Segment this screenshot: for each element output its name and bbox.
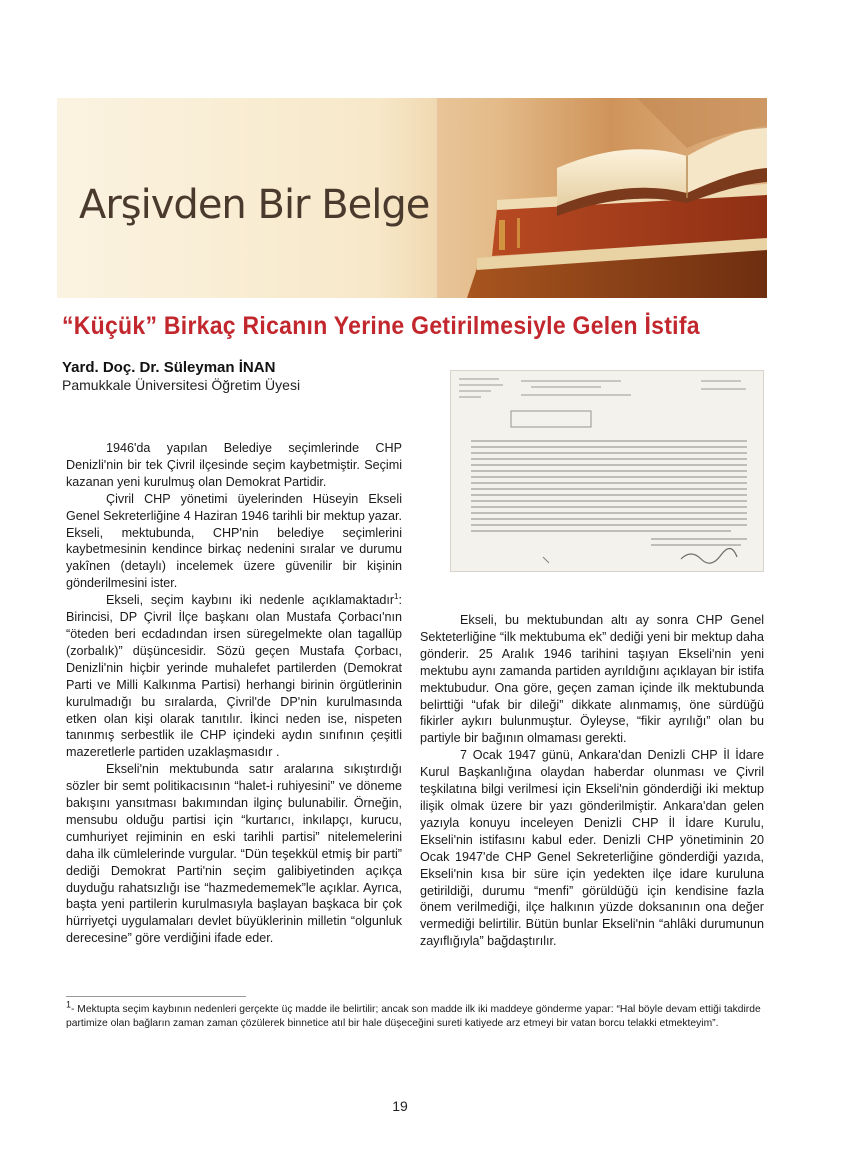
page-number: 19 xyxy=(392,1098,408,1114)
paragraph: Ekseli, seçim kaybını iki nedenle açıklamaktadır$^1$: Birincisi, DP Çivril İlçe başkanı olan Mustafa Çorbacı'nın “öteden beri ecdadından irsen süregelmekte olan tagallüp (zorbalık)” düşüncesidir. Sözü geçen Mustafa Çorbacı, Denizli'nin hiçbir yerinde muhalefet partilerden (Demokrat Parti ve Milli Kalkınma Partisi) herhangi birinin örgütlerinin kurulmadığı bu sıralarda, Çivril'de DP'nin kurulmasında etken olan kişi olarak tanıtılır. İkinci neden ise, nispeten tanınmış serbestlik ile CHP içindeki aydın sınıfının çeşitli mazeretlerle partiden uzaklaşmasıdır . xyxy=(66,591,402,760)
footnote xyxy=(66,999,766,1031)
author-name: Yard. Doç. Dr. Süleyman İNAN xyxy=(62,359,276,376)
paragraph: Ekseli'nin mektubunda satır aralarına sıkıştırdığı sözler bir semt politikacısının “halet-i ruhiyesini” ve döneme bakışını yansıtması bakımından ilginç bulunabilir. Örneğin, mensubu olduğu partisi için “kurtarıcı, inkılapçı, kurucu, cumhuriyet rejiminin en eski tarihli partisi” nitelemelerini daha ilk cümlelerinde vurgular. “Dün teşekkül etmiş bir parti” dediği Demokrat Parti'nin seçim galibiyetinden açıkça duyduğu rahatsızlığı ise “hazmedememek”le açıklar. Ayrıca, başta yeni partilerin kurulmasıyla başlayan başkaca bir çok hürriyetçi uygulamaları devlet büyüklerinin milletin “olgunluk derecesine” göre verdiğini ifade eder. xyxy=(66,762,402,946)
footnote-divider xyxy=(66,996,246,997)
paragraph: 1946'da yapılan Belediye seçimlerinde CHP Denizli'nin bir tek Çivril ilçesinde seçim kaybetmiştir. Seçimi kazanan yeni kurulmuş olan Demokrat Partidir. xyxy=(66,441,402,489)
footnote-text: - Mektupta seçim kaybının nedenleri gerçekte üç madde ile belirtilir; ancak son madde ilk iki maddeye gönderme yapar: “Hal böyle devam ettiği takdirde partimize olan bağların zaman zaman çözülerek binnetice atıl bir hale düşeceğini sureti katiyede arz etmeyi bir vatan borcu telakki etmekteyim”. xyxy=(66,1004,761,1029)
footnote-marker: 1 xyxy=(66,999,72,1010)
paragraph: 7 Ocak 1947 günü, Ankara'dan Denizli CHP İl İdare Kurul Başkanlığına olaydan haberdar olunması ve Çivril teşkilatına bilgi verilmesi için Ekseli'nin gönderdiği iki mektup ilişik olmak üzere bir yazı gönderilmiştir. Ankara'dan gelen yazıyla konuyu inceleyen Denizli CHP İl İdare Kurulu, Ekseli'nin istifasını kabul eder. Denizli CHP yönetiminin 20 Ocak 1947'de CHP Genel Sekreterliğine gönderdiği yazıda, Ekseli'nin kısa bir süre için yedekten ilçe idare kuruluna getirildiği, durumu “menfi” görüldüğü için kendisine fazla önem verilmediği, ilçe halkının yüzde doksanının ona değer vermediği belirtilir. Bütün bunlar Ekseli'nin “ahlâki durumunun zayıflığıyla” bağdaştırılır. xyxy=(420,748,764,949)
right-column xyxy=(420,612,764,950)
footnote-reference: 1 xyxy=(394,591,399,601)
author-affiliation: Pamukkale Üniversitesi Öğretim Üyesi xyxy=(62,377,301,393)
paragraph: Ekseli, bu mektubundan altı ay sonra CHP Genel Sekteterliğine “ilk mektubuma ek” dediği yeni bir mektup daha gönderir. 25 Aralık 1946 tarihini taşıyan Ekseli'nin yeni mektubu aynı zamanda partiden ayrıldığını açıklayan bir istifa mektubudur. Ona göre, geçen zaman içinde ilk mektubunda belirttiği “ufak bir dileği” dikkate alınmamış, öne sürdüğü fikirler aykırı bulunmuştur. Öyleyse, “fikir ayrılığı” olan bu partiyle bir bağının olmaması gerekti. xyxy=(420,613,764,746)
old-books-illustration xyxy=(437,98,767,298)
left-column xyxy=(66,440,402,947)
paragraph: Çivril CHP yönetimi üyelerinden Hüseyin Ekseli Genel Sekreterliğine 4 Haziran 1946 tarihli bir mektup yazar. Ekseli, mektubunda, CHP'nin belediye seçimlerini kaybetmesinin kendince birkaç nedenini sıralar ve durumu yakînen (detaylı) incelemek üzere güvenilir bir kişinin gönderilmesini ister. xyxy=(66,491,403,591)
article-headline: “Küçük” Birkaç Ricanın Yerine Getirilmesiyle Gelen İstifa xyxy=(62,312,700,340)
section-title: Arşivden Bir Belge xyxy=(79,182,430,228)
archive-letter-scan xyxy=(450,370,764,572)
header-banner xyxy=(57,98,767,298)
